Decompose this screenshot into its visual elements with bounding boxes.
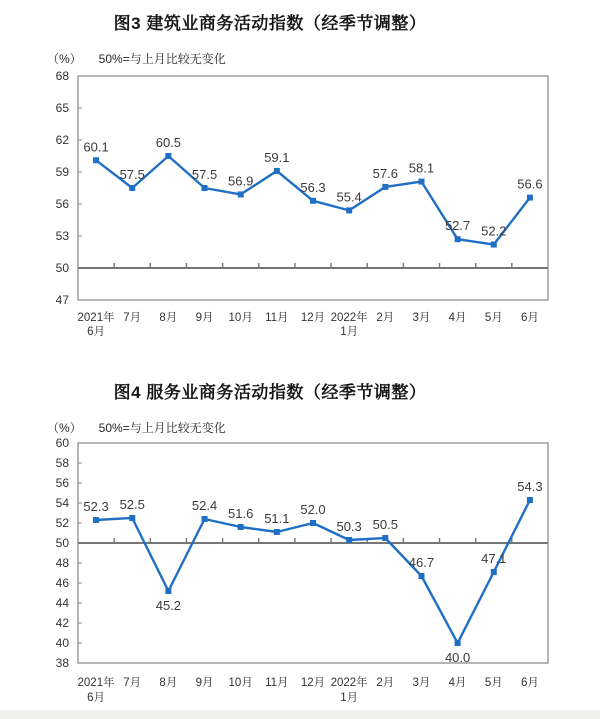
data-label: 57.5 [119,167,145,182]
y-tick-label: 38 [55,656,69,670]
x-tick-label: 6月 [520,312,539,324]
data-label: 57.5 [191,167,218,182]
y-tick-label: 42 [55,616,69,630]
data-point-marker [93,157,99,163]
y-tick-label: 47 [55,293,69,307]
x-tick-label: 7月 [123,677,142,689]
data-point-marker [310,520,316,526]
x-tick-label: 11月 [265,312,289,324]
y-tick-label: 68 [55,69,69,83]
data-point-marker [93,517,99,523]
y-tick-label: 53 [55,229,69,243]
x-tick-label: 6月 [520,677,539,689]
chart3-unit-label: （%） [47,52,82,66]
data-point-marker [382,184,388,190]
data-point-marker [129,515,135,521]
x-tick-label: 2021年 [77,312,115,324]
x-tick-label: 3月 [412,312,431,324]
data-label: 50.5 [372,517,398,532]
chart3-note: 50%=与上月比较无变化 [98,52,226,66]
data-label: 55.4 [336,189,362,205]
y-tick-label: 40 [55,636,69,650]
y-tick-label: 54 [55,496,69,510]
y-tick-label: 46 [55,576,69,590]
chart4-canvas [0,410,600,710]
x-tick-label: 10月 [228,312,253,324]
data-label: 52.7 [444,218,471,234]
data-label: 46.7 [408,555,435,570]
x-tick-label: 1月 [340,326,359,338]
data-label: 52.2 [481,223,507,239]
chart4-unit-label: （%） [47,421,82,435]
x-tick-label: 2022年 [330,677,368,689]
data-point-marker [165,153,171,159]
x-tick-label: 2022年 [330,312,368,324]
x-tick-label: 10月 [228,677,253,689]
data-point-marker [382,535,388,541]
x-tick-label: 3月 [412,677,431,689]
chart4-title: 图4 服务业商务活动指数（经季节调整） [113,383,427,402]
x-tick-label: 12月 [300,312,326,324]
x-tick-label: 2月 [376,312,395,324]
data-point-marker [346,537,352,543]
data-label: 52.3 [83,499,109,514]
data-label: 56.6 [517,176,543,192]
y-tick-label: 56 [55,476,69,490]
chart3-canvas [0,40,600,350]
y-tick-label: 48 [55,556,69,570]
data-label: 52.0 [300,502,326,517]
x-tick-label: 1月 [340,692,359,704]
y-tick-label: 62 [55,133,69,147]
data-point-marker [455,640,461,646]
x-tick-label: 6月 [87,692,106,704]
data-point-marker [346,207,352,213]
x-tick-label: 2021年 [77,677,115,689]
y-tick-label: 59 [55,165,69,179]
x-tick-label: 5月 [484,677,503,689]
data-label: 56.9 [228,173,254,189]
data-point-marker [238,191,244,197]
y-tick-label: 52 [55,516,69,530]
data-label: 54.3 [517,479,543,494]
data-point-marker [202,516,208,522]
x-tick-label: 8月 [159,312,178,324]
y-tick-label: 50 [55,536,69,550]
y-tick-label: 65 [55,101,69,115]
data-label: 45.2 [155,598,182,613]
data-point-marker [310,198,316,204]
data-point-marker [238,524,244,530]
data-label: 47.1 [481,551,507,566]
chart4-note: 50%=与上月比较无变化 [98,421,226,435]
y-tick-label: 60 [55,436,69,450]
data-label: 56.3 [300,179,326,195]
y-tick-label: 56 [55,197,69,211]
x-tick-label: 5月 [484,312,503,324]
data-label: 57.6 [372,165,398,181]
y-tick-label: 44 [55,596,69,610]
x-tick-label: 7月 [123,312,142,324]
x-tick-label: 11月 [265,677,289,689]
x-tick-label: 4月 [448,677,467,689]
data-point-marker [455,236,461,242]
x-tick-label: 9月 [195,312,214,324]
x-tick-label: 9月 [195,677,214,689]
x-tick-label: 4月 [448,312,467,324]
data-label: 60.1 [83,139,109,155]
data-label: 51.1 [264,511,290,526]
data-point-marker [274,168,280,174]
data-point-marker [527,497,533,503]
data-label: 52.4 [191,498,218,513]
data-label: 52.5 [119,497,145,512]
data-label: 60.5 [155,135,182,150]
data-point-marker [527,195,533,201]
data-point-marker [129,185,135,191]
data-point-marker [418,573,424,579]
chart3-title: 图3 建筑业商务活动指数（经季节调整） [113,14,427,33]
data-point-marker [165,588,171,594]
x-tick-label: 2月 [376,677,395,689]
data-label: 40.0 [444,650,471,665]
x-tick-label: 6月 [87,326,106,338]
x-tick-label: 12月 [300,677,326,689]
chart4-subtitle [47,419,226,436]
data-point-marker [491,242,497,248]
y-tick-label: 50 [55,261,69,275]
y-tick-label: 58 [55,456,69,470]
data-label: 50.3 [336,519,362,534]
data-point-marker [491,569,497,575]
data-label: 51.6 [228,506,254,521]
page-bottom-strip [0,710,600,719]
data-point-marker [274,529,280,535]
data-point-marker [202,185,208,191]
data-label: 58.1 [408,160,435,176]
data-label: 59.1 [264,149,290,165]
data-point-marker [418,179,424,185]
chart3-subtitle [47,50,226,67]
x-tick-label: 8月 [159,677,178,689]
